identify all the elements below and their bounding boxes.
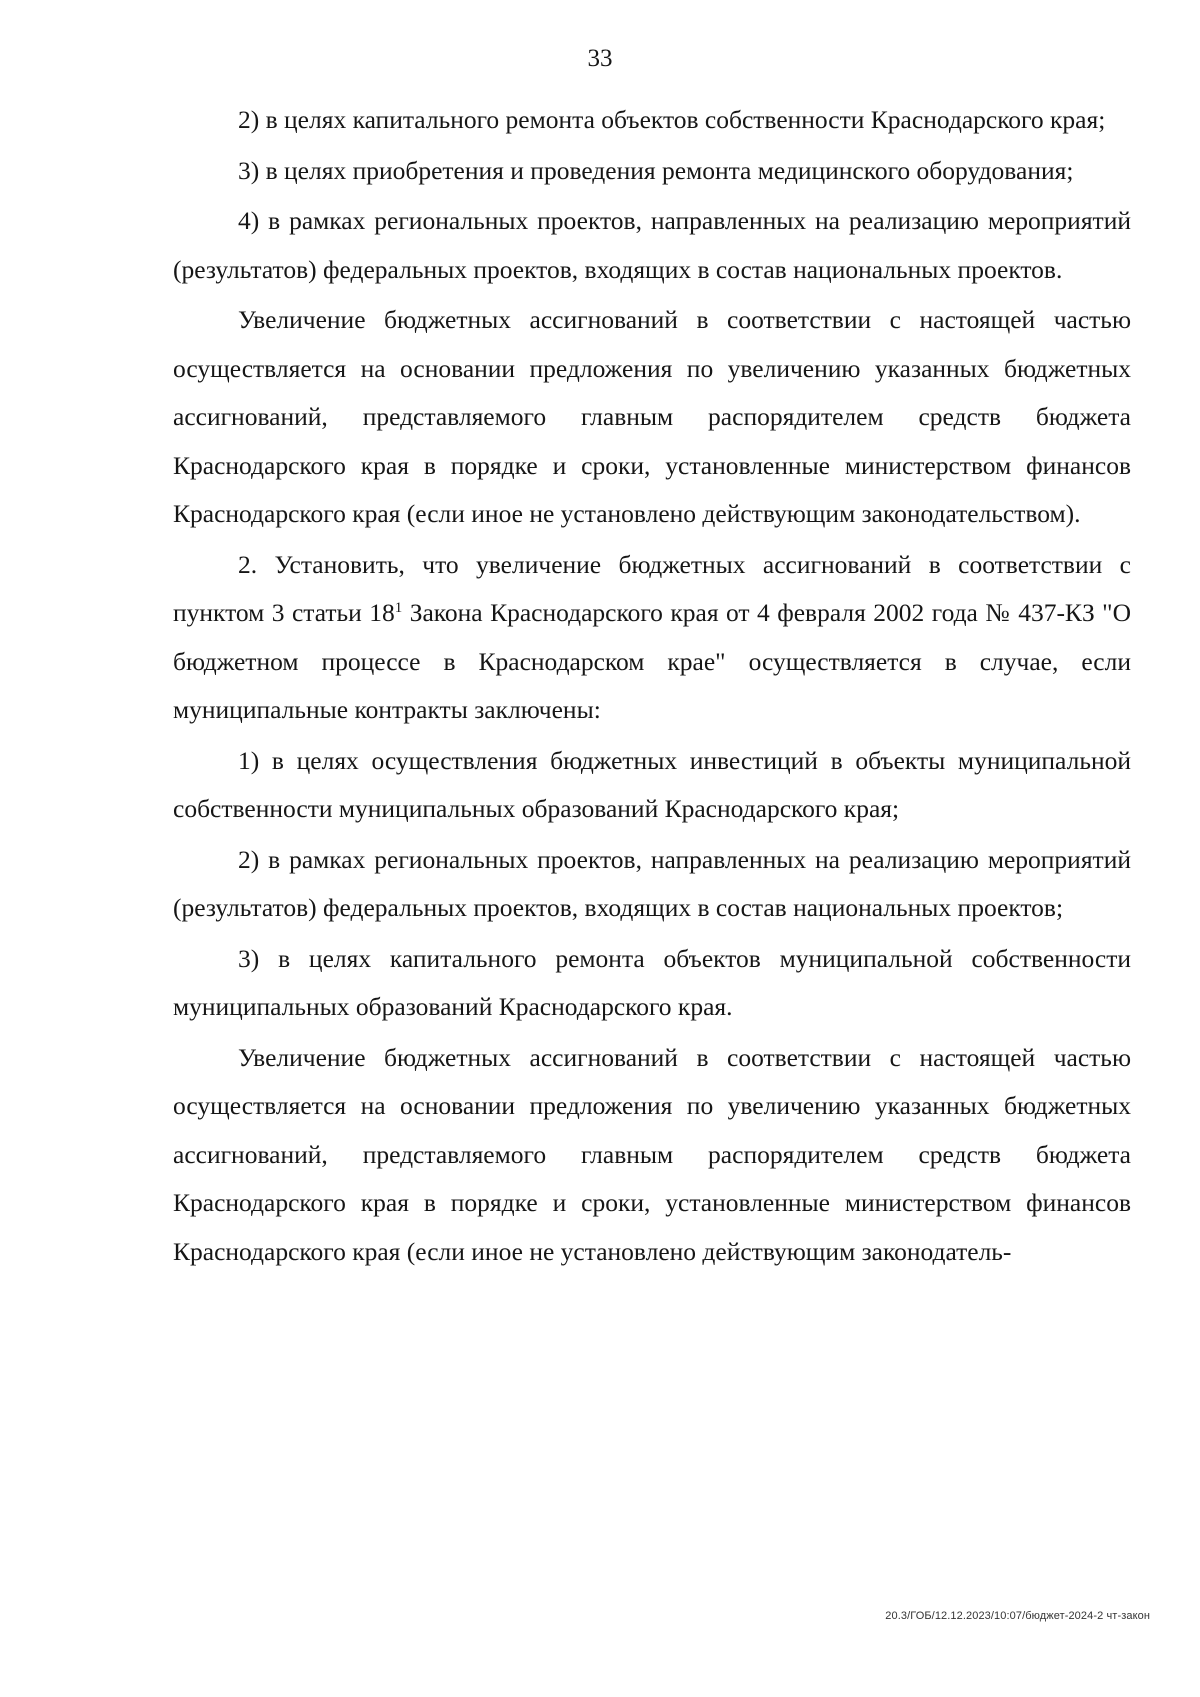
point-2-text-end: Закона Краснодарского края от 4 февраля 2002 года № 437-КЗ "О бюджетном процессе в Краснодарском крае" осуществляется в случае, если муниципальные контракты заключены: xyxy=(173,598,1131,724)
list-item-municipal-investments: 1) в целях осуществления бюджетных инвестиций в объекты муниципальной собственности муниципальных образований Краснодарского края; xyxy=(173,745,1131,823)
article-superscript: 1 xyxy=(394,600,403,616)
list-item-municipal-regional-projects: 2) в рамках региональных проектов, направленных на реализацию мероприятий (результатов) федеральных проектов, входящих в состав национальных проектов; xyxy=(173,844,1131,922)
paragraph-point-2 xyxy=(173,541,1131,735)
list-item-medical-equipment: 3) в целях приобретения и проведения ремонта медицинского оборудования; xyxy=(238,155,1074,185)
page-number: 33 xyxy=(587,45,613,72)
document-body xyxy=(173,96,1131,1276)
list-item-regional-projects: 4) в рамках региональных проектов, направленных на реализацию мероприятий (результатов) федеральных проектов, входящих в состав национальных проектов. xyxy=(173,206,1131,284)
paragraph-increase-procedure: Увеличение бюджетных ассигнований в соответствии с настоящей частью осуществляется на основании предложения по увеличению указанных бюджетных ассигнований, представляемого главным распорядителем средств бюджета Краснодарского края в порядке и сроки, установленные министерством финансов Краснодарского края (если иное не установлено действующим законодательством). xyxy=(173,305,1131,528)
paragraph-increase-procedure-municipal: Увеличение бюджетных ассигнований в соответствии с настоящей частью осуществляется на основании предложения по увеличению указанных бюджетных ассигнований, представляемого главным распорядителем средств бюджета Краснодарского края в порядке и сроки, установленные министерством финансов Краснодарского края (если иное не установлено действующим законодатель- xyxy=(173,1042,1131,1266)
document-reference: 20.3/ГОБ/12.12.2023/10:07/бюджет-2024-2 чт-закон xyxy=(885,1610,1150,1622)
point-2-text-start: 2. Установить, что увеличение бюджетных ассигнований в соответствии с пунктом 3 статьи 18 xyxy=(173,549,1131,627)
list-item-capital-repair-regional: 2) в целях капитального ремонта объектов собственности Краснодарского края; xyxy=(238,105,1106,134)
list-item-municipal-capital-repair: 3) в целях капитального ремонта объектов муниципальной собственности муниципальных образований Краснодарского края. xyxy=(173,943,1131,1021)
